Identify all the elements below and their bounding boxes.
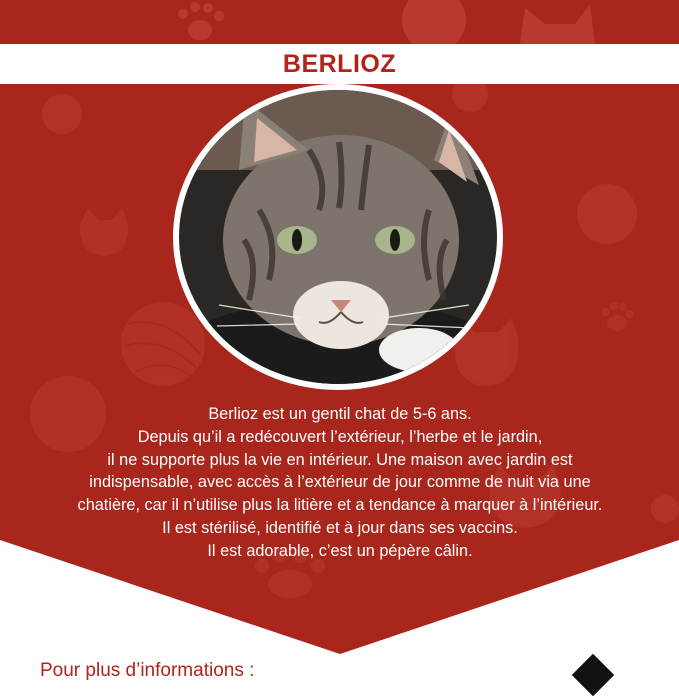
photo-frame: [173, 84, 503, 390]
description-line: il ne supporte plus la vie en intérieur. Une maison avec jardin est: [107, 450, 573, 469]
description-line: Il est adorable, c’est un pépère câlin.: [207, 541, 473, 560]
more-info-heading: Pour plus d’informations :: [40, 660, 255, 681]
cat-name-title: BERLIOZ: [282, 49, 397, 78]
description-line: Depuis qu’il a redécouvert l’extérieur, l’herbe et le jardin,: [137, 427, 543, 446]
paw-pattern-icon: [0, 0, 679, 44]
cat-photo: [179, 90, 497, 384]
top-banner: [0, 0, 679, 44]
description-line: Berlioz est un gentil chat de 5-6 ans.: [208, 405, 472, 423]
tabby-cat-photo-icon: [179, 90, 497, 384]
cat-description: [40, 403, 640, 563]
description-line: chatière, car il n’utilise plus la litière et a tendance à marquer à l’intérieur.: [77, 496, 603, 515]
description-line: Il est stérilisé, identifié et à jour dans ses vaccins.: [162, 518, 518, 537]
description-line: indispensable, avec accès à l’extérieur de jour comme de nuit via une: [89, 473, 591, 492]
title-bar: [0, 44, 679, 84]
